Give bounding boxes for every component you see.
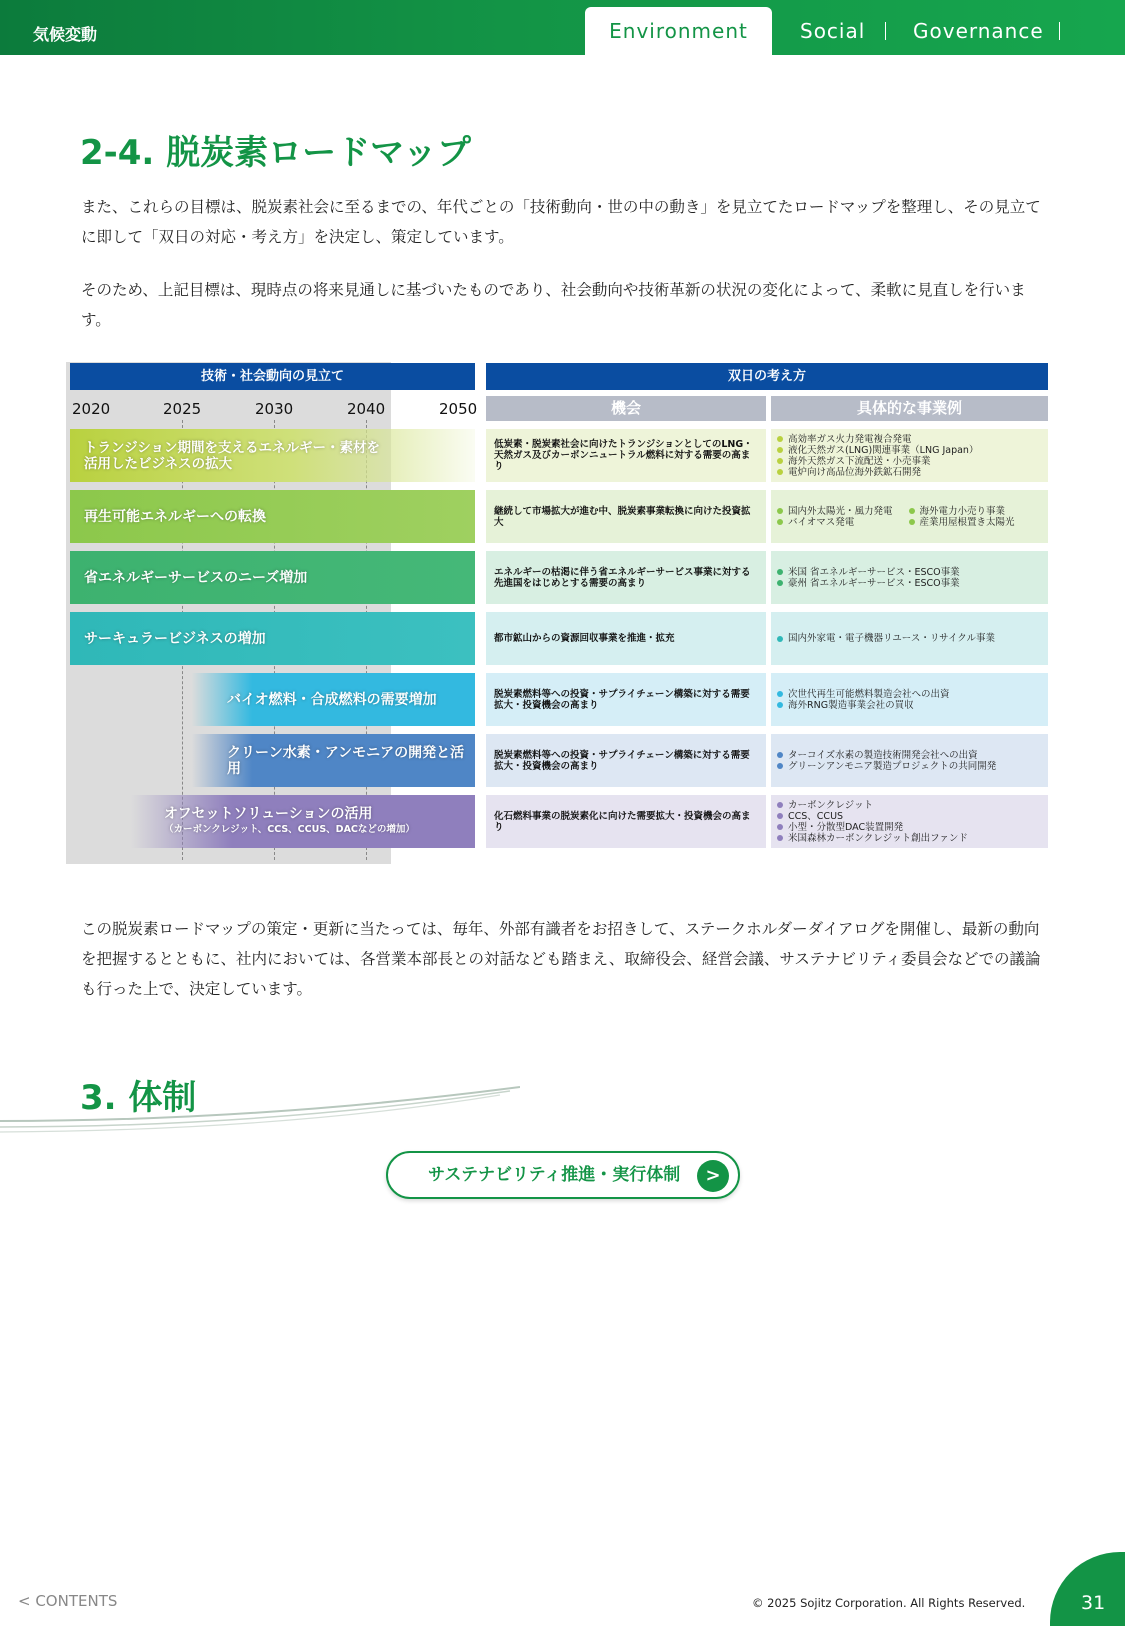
opportunity-cell: 都市鉱山からの資源回収事業を推進・拡充 bbox=[486, 612, 766, 665]
examples-cell bbox=[771, 734, 1048, 787]
trend-label: 再生可能エネルギーへの転換 bbox=[84, 508, 266, 525]
bullet-icon bbox=[777, 519, 783, 525]
bullet-icon bbox=[777, 702, 783, 708]
trend-label: オフセットソリューションの活用 bbox=[164, 805, 373, 822]
list-item: 小型・分散型DAC装置開発 bbox=[777, 822, 1042, 833]
trend-bar-offset bbox=[70, 795, 475, 848]
list-item: 米国森林カーボンクレジット創出ファンド bbox=[777, 833, 1042, 844]
column-header-examples: 具体的な事業例 bbox=[771, 396, 1048, 421]
roadmap-left-header: 技術・社会動向の見立て bbox=[70, 363, 475, 390]
tab-social[interactable]: Social bbox=[800, 19, 866, 43]
chevron-right-icon: > bbox=[697, 1160, 729, 1192]
bullet-icon bbox=[777, 447, 783, 453]
tab-governance[interactable]: Governance bbox=[913, 19, 1044, 43]
list-item: 海外RNG製造事業会社の買収 bbox=[777, 700, 1042, 711]
list-item: ターコイズ水素の製造技術開発会社への出資 bbox=[777, 750, 1042, 761]
paragraph-update-process: この脱炭素ロードマップの策定・更新に当たっては、毎年、外部有識者をお招きして、ステークホルダーダイアログを開催し、最新の動向を把握するとともに、社内においては、各営業本部長との対話なども踏まえ、取締役会、経営会議、サステナビリティ委員会などでの議論も行った上で、決定しています。 bbox=[81, 920, 1041, 998]
opportunity-cell: 継続して市場拡大が進む中、脱炭素事業転換に向けた投資拡大 bbox=[486, 490, 766, 543]
bullet-icon bbox=[777, 508, 783, 514]
year-label: 2025 bbox=[163, 400, 202, 418]
opportunity-cell: 低炭素・脱炭素社会に向けたトランジションとしてのLNG・天然ガス及びカーボンニュートラル燃料に対する需要の高まり bbox=[486, 429, 766, 482]
year-label: 2050 bbox=[439, 400, 478, 418]
bullet-icon bbox=[777, 469, 783, 475]
opportunity-cell: 脱炭素燃料等への投資・サプライチェーン構築に対する需要拡大・投資機会の高まり bbox=[486, 734, 766, 787]
bullet-icon bbox=[777, 835, 783, 841]
tab-divider bbox=[1059, 22, 1060, 40]
tab-environment[interactable]: Environment bbox=[585, 7, 772, 55]
trend-bar-biofuel bbox=[70, 673, 475, 726]
list-item: 産業用屋根置き太陽光 bbox=[909, 517, 1015, 528]
examples-cell bbox=[771, 673, 1048, 726]
bullet-icon bbox=[777, 802, 783, 808]
decorative-swoosh bbox=[0, 1085, 520, 1135]
section-heading-structure: 3. 体制 bbox=[80, 1078, 197, 1118]
list-item: 電炉向け高品位海外鉄鉱石開発 bbox=[777, 467, 1042, 478]
list-item: 高効率ガス火力発電複合発電 bbox=[777, 434, 1042, 445]
tab-divider bbox=[885, 22, 886, 40]
section-heading-roadmap: 2-4. 脱炭素ロードマップ bbox=[80, 133, 471, 173]
examples-cell bbox=[771, 429, 1048, 482]
list-item: CCS、CCUS bbox=[777, 811, 1042, 822]
column-header-opportunity: 機会 bbox=[486, 396, 766, 421]
opportunity-cell: 化石燃料事業の脱炭素化に向けた需要拡大・投資機会の高まり bbox=[486, 795, 766, 848]
list-item: 海外電力小売り事業 bbox=[909, 506, 1015, 517]
list-item: 米国 省エネルギーサービス・ESCO事業 bbox=[777, 567, 1042, 578]
decarbonization-roadmap bbox=[66, 362, 1048, 864]
list-item: カーボンクレジット bbox=[777, 800, 1042, 811]
trend-bar-renewable bbox=[70, 490, 475, 543]
year-label: 2040 bbox=[347, 400, 386, 418]
trend-bar-circular bbox=[70, 612, 475, 665]
trend-label: クリーン水素・アンモニアの開発と活用 bbox=[227, 744, 465, 777]
trend-label: トランジション期間を支えるエネルギー・素材を bbox=[84, 439, 381, 456]
top-header bbox=[0, 0, 1125, 55]
list-item: 次世代再生可能燃料製造会社への出資 bbox=[777, 689, 1042, 700]
trend-label: 活用したビジネスの拡大 bbox=[84, 455, 233, 472]
roadmap-right-header: 双日の考え方 bbox=[486, 363, 1048, 390]
bullet-icon bbox=[909, 508, 915, 514]
trend-bar-energy-saving bbox=[70, 551, 475, 604]
opportunity-cell: 脱炭素燃料等への投資・サプライチェーン構築に対する需要拡大・投資機会の高まり bbox=[486, 673, 766, 726]
sustainability-structure-button[interactable] bbox=[386, 1151, 740, 1199]
examples-cell bbox=[771, 490, 1048, 543]
page-number: 31 bbox=[1081, 1592, 1106, 1614]
trend-bar-transition bbox=[70, 429, 475, 482]
opportunity-cell: エネルギーの枯渇に伴う省エネルギーサービス事業に対する先進国をはじめとする需要の高まり bbox=[486, 551, 766, 604]
contents-link[interactable]: < CONTENTS bbox=[18, 1592, 118, 1610]
trend-label: 省エネルギーサービスのニーズ増加 bbox=[84, 569, 308, 586]
examples-cell bbox=[771, 612, 1048, 665]
trend-bar-hydrogen bbox=[70, 734, 475, 787]
trend-label: サーキュラービジネスの増加 bbox=[84, 630, 266, 647]
bullet-icon bbox=[777, 813, 783, 819]
year-label: 2030 bbox=[255, 400, 294, 418]
bullet-icon bbox=[777, 824, 783, 830]
bullet-icon bbox=[777, 458, 783, 464]
paragraph-review: そのため、上記目標は、現時点の将来見通しに基づいたものであり、社会動向や技術革新の状況の変化によって、柔軟に見直しを行います。 bbox=[81, 281, 1026, 329]
examples-cell bbox=[771, 551, 1048, 604]
list-item: 液化天然ガス(LNG)関連事業（LNG Japan） bbox=[777, 445, 1042, 456]
trend-sublabel: （カーボンクレジット、CCS、CCUS、DACなどの増加） bbox=[164, 823, 415, 835]
examples-cell bbox=[771, 795, 1048, 848]
section-title: 気候変動 bbox=[33, 25, 98, 44]
button-label: サステナビリティ推進・実行体制 bbox=[428, 1165, 681, 1185]
list-item: 国内外家電・電子機器リユース・リサイクル事業 bbox=[777, 633, 1042, 644]
bullet-icon bbox=[777, 436, 783, 442]
copyright-text: © 2025 Sojitz Corporation. All Rights Reserved. bbox=[752, 1596, 1026, 1610]
bullet-icon bbox=[777, 752, 783, 758]
page-number-badge bbox=[1050, 1552, 1125, 1626]
bullet-icon bbox=[777, 636, 783, 642]
year-label: 2020 bbox=[72, 400, 111, 418]
list-item: 海外天然ガス下流配送・小売事業 bbox=[777, 456, 1042, 467]
list-item: バイオマス発電 bbox=[777, 517, 893, 528]
bullet-icon bbox=[909, 519, 915, 525]
bullet-icon bbox=[777, 580, 783, 586]
list-item: グリーンアンモニア製造プロジェクトの共同開発 bbox=[777, 761, 1042, 772]
bullet-icon bbox=[777, 569, 783, 575]
paragraph-intro: また、これらの目標は、脱炭素社会に至るまでの、年代ごとの「技術動向・世の中の動き」を見立てたロードマップを整理し、その見立てに即して「双日の対応・考え方」を決定し、策定しています。 bbox=[81, 198, 1041, 246]
bullet-icon bbox=[777, 763, 783, 769]
trend-label: バイオ燃料・合成燃料の需要増加 bbox=[227, 691, 437, 708]
list-item: 国内外太陽光・風力発電 bbox=[777, 506, 893, 517]
list-item: 豪州 省エネルギーサービス・ESCO事業 bbox=[777, 578, 1042, 589]
bullet-icon bbox=[777, 691, 783, 697]
